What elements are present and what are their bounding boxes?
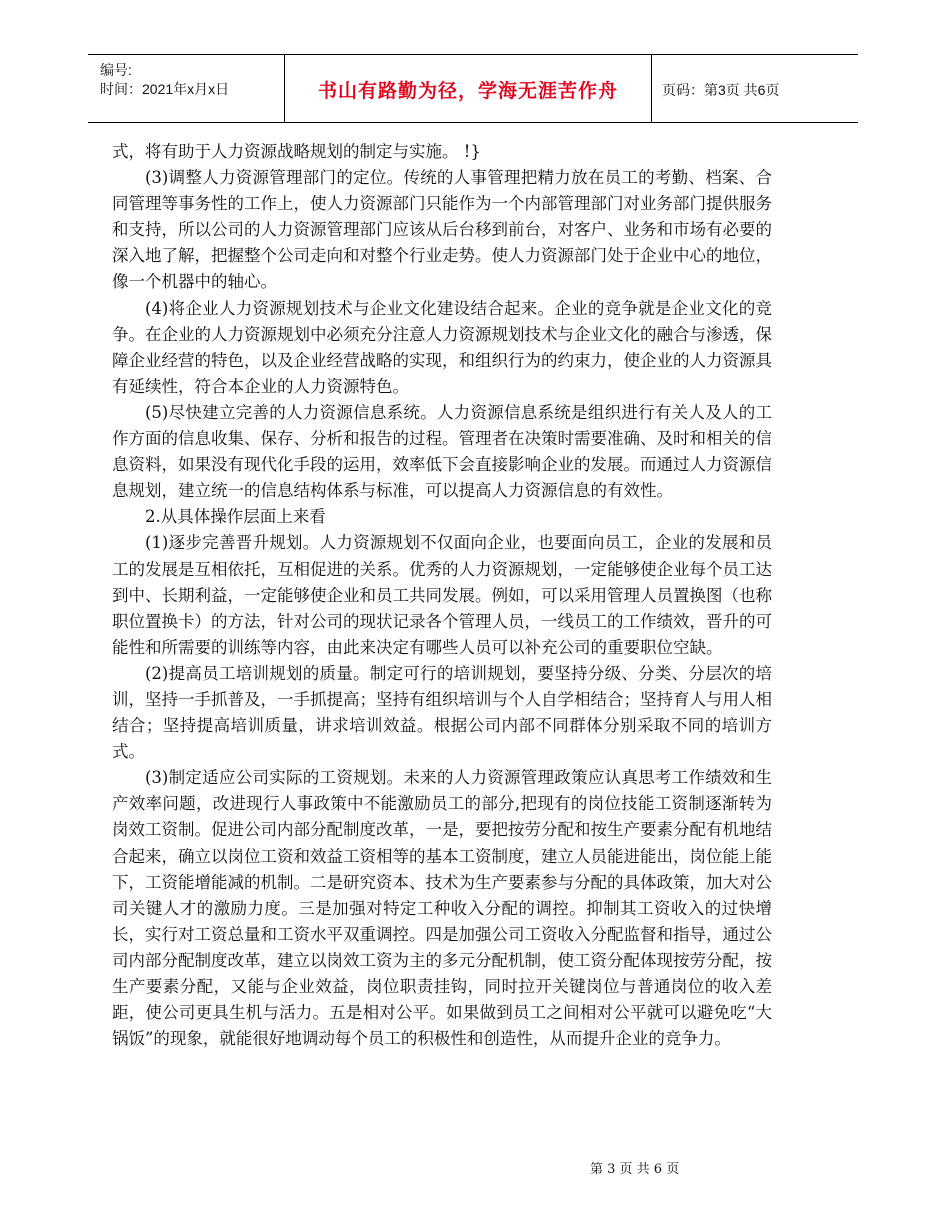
paragraph-item-3b: (3)制定适应公司实际的工资规划。未来的人力资源管理政策应认真思考工作绩效和生产效率问题，改进现行人事政策中不能激励员工的部分,把现有的岗位技能工资制逐渐转为岗效工资制。促进公司内部分配制度改革，一是，要把按劳分配和按生产要素分配有机地结合起来，确立以岗位工资和效益工资相等的基本工资制度，建立人员能进能出，岗位能上能下，工资能增能减的机制。二是研究资本、技术为生产要素参与分配的具体政策，加大对公司关键人才的激励力度。三是加强对特定工种收入分配的调控。抑制其工资收入的过快增长，实行对工资总量和工资水平双重调控。四是加强公司工资收入分配监督和指导，通过公司内部分配制度改革，建立以岗效工资为主的多元分配机制，使工资分配体现按劳分配，按生产要素分配，又能与企业效益，岗位职责挂钩，同时拉开关键岗位与普通岗位的收入差距，使公司更具生机与活力。五是相对公平。如果做到员工之间相对公平就可以避免吃“大锅饭”的现象，就能很好地调动每个员工的积极性和创造性，从而提升企业的竞争力。 <box>112 768 772 1049</box>
page-header <box>88 54 858 123</box>
header-motto-cell <box>284 55 652 122</box>
paragraph-item-1: (1)逐步完善晋升规划。人力资源规划不仅面向企业，也要面向员工，企业的发展和员工的发展是互相依托，互相促进的关系。优秀的人力资源规划，一定能够使企业每个员工达到中、长期利益，一定能够使企业和员工共同发展。例如，可以采用管理人员置换图（也称职位置换卡）的方法，针对公司的现状记录各个管理人员，一线员工的工作绩效，晋升的可能性和所需要的训练等内容，由此来决定有哪些人员可以补充公司的重要职位空缺。 <box>112 533 772 657</box>
doc-number-label: 编号: <box>100 62 132 78</box>
paragraph-continuation: 式，将有助于人力资源战略规划的制定与实施。 !} <box>112 142 481 161</box>
header-meta-cell <box>88 55 284 122</box>
section-heading: 2.从具体操作层面上来看 <box>145 507 326 527</box>
document-body <box>112 139 772 1052</box>
time-label: 时间：2021年x月x日 <box>100 81 230 97</box>
paragraph-item-5: (5)尽快建立完善的人力资源信息系统。人力资源信息系统是组织进行有关人及人的工作方面的信息收集、保存、分析和报告的过程。管理者在决策时需要准确、及时和相关的信息资料，如果没有现代化手段的运用，效率低下会直接影响企业的发展。而通过人力资源信息规划，建立统一的信息结构体系与标准，可以提高人力资源信息的有效性。 <box>112 402 772 501</box>
paragraph-item-4: (4)将企业人力资源规划技术与企业文化建设结合起来。企业的竞争就是企业文化的竞争。在企业的人力资源规划中必须充分注意人力资源规划技术与企业文化的融合与渗透，保障企业经营的特色，以及企业经营战略的实现，和组织行为的约束力，使企业的人力资源具有延续性，符合本企业的人力资源特色。 <box>112 298 772 396</box>
page-footer: 第 3 页 共 6 页 <box>590 1162 680 1177</box>
paragraph-item-2: (2)提高员工培训规划的质量。制定可行的培训规划，要坚持分级、分类、分层次的培训，坚持一手抓普及，一手抓提高；坚持有组织培训与个人自学相结合；坚持育人与用人相结合；坚持提高培训质量，讲求培训效益。根据公司内部不同群体分别采取不同的培训方式。 <box>112 663 772 762</box>
paragraph-item-3: (3)调整人力资源管理部门的定位。传统的人事管理把精力放在员工的考勤、档案、合同管理等事务性的工作上，使人力资源部门只能作为一个内部管理部门对业务部门提供服务和支持，所以公司的人力资源管理部门应该从后台移到前台，对客户、业务和市场有必要的深入地了解，把握整个公司走向和对整个行业走势。使人力资源部门处于企业中心的地位，像一个机器中的轴心。 <box>112 168 772 292</box>
header-page-cell <box>650 55 858 122</box>
header-motto: 书山有路勤为径，学海无涯苦作舟 <box>317 80 618 102</box>
header-page-label: 页码：第3页 共6页 <box>662 82 780 98</box>
